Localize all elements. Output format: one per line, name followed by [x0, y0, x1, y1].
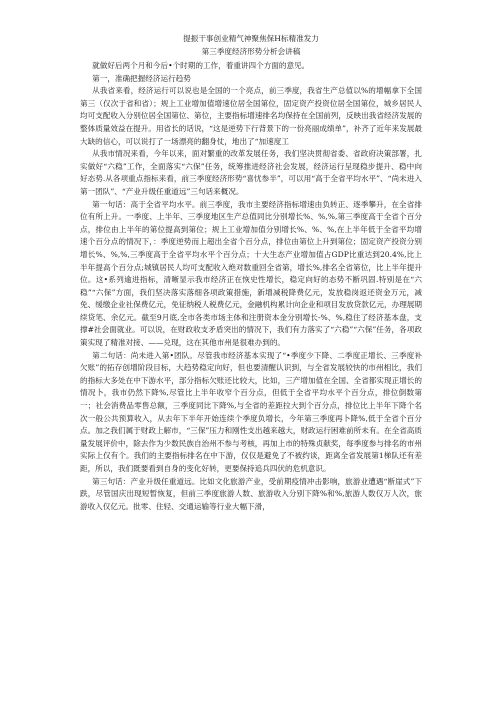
section-heading: 第一，准确把握经济运行趋势 [92, 73, 191, 83]
body-paragraph: 从我省来看，经济运行可以说也是全国的一个亮点，前三季度，我省生产总值以%的增幅拿下全国第三（仅次于省和省）；规上工业增加值增速位居全国第位，固定资产投资位居全国第位，城乡居民人均可支配收入分别位居全国第位、第位，主要指标增速排名均保持在全国前列，反映出我省经济发展的整体质量效益在提升。用省长的话说，“这是逆势下行背景下的一份亮丽成绩单”，补齐了近年来发展最大缺的信心，可以说打了一场漂亮的翻身仗，地出了“加速度工 [80, 86, 422, 146]
body-paragraph: 第三句话：产业升级任重道远。比如文化旅游产业，受前期疫情冲击影响，旅游业遭遇“断崖式”下跌，尽管国庆出现短暂恢复，但前三季度旅游人数、旅游收入分别下降%和%,旅游人数仅万人次，旅游收入仅亿元。批零、住轻、交通运输等行业大幅下滑， [80, 476, 422, 511]
body-paragraph: 第一句话：高于全省平均水平。前三季度，我市主要经济指标增速由负转正、逐季攀升，在全省排位有所上升。一季度、上半年、三季度地区生产总值同比分别增长%、%,%,第三季度高于全省个百分点，排位由上半年的第位提高到第位；规上工业增加值分别增长%、%、%,在上半年低于全省平均增速个百分点的情况下，：季度逆势而上超出全省个百分点，排位由第位上升到第位；固定资产投资分别增长%、%,%,三季度高于全省平均水平个百分点；十大生态产业增加值占GDP比重达到20.4%,比上半年提高个百分点;城镇居民人均可支配收入绝对数重回全省第，增长%,排名全省第位，比上半年提升位。这•系列逾进指标，清晰显示我市经济正在恢史性增长，稳定向好的态势不断巩固.特别是在“六稳”“六保”方面，我们坚决落实落细各项政策措施，新增减税降费亿元，发放稳岗返还资金万元，减免、缓缴企业社保费亿元，免征纳税人税费亿元，金融机构累计向企业和项目发放贷款亿元，办理展期续贷笔、余亿元。截至9月底,全市各类市场主体和注册资本金分别增长-%、%,稳住了经济基本盘，支撑#社会面就业。可以说，在财政收支矛盾突出的情况下，我们有力落实了“六稳”“六保”任务，各项政策实现了精准对接、——兑现，这在其他市州是很难办到的。 [80, 199, 422, 348]
body-paragraph: 从我市情况来看，今年以来，面对繁重的改革发展任务，我们坚决贯彻省委、省政府决策部署，扎实做好“六稳”工作，全面落实“六保”任务，统筹推进经济社会发展，经济运行呈现稳步提升、稳中向好态势.从各项重点指标来看，前三季度经济形势“喜忧参半”，可以用“高于全省平均水平”、“尚未进入第一团队”、“产业升级任重道远”三句话来概况。 [80, 149, 422, 196]
intro-paragraph: 就做好后两个月和今后•个时期的工作，着重讲四个方面的意见。 [92, 61, 310, 70]
document-subtitle: 第三季度经济形势分析会讲稿 [201, 47, 301, 56]
body-paragraph: 第二句话：尚未进入第•团队。尽管我市经济基本实现了“•季度少下降、二季度正增长、三季度补欠账”的拓存创增阶段目标，大趋势稳定向好，但也要清醒认识到，与全省发展较快的市州相比，我们的指标大多处在中下游水平，部分指标欠账还比较大，比如，三产增加值在全国、全省都实现正增长的情况卜，我市仍然下降%,尽管比上半年收窄个百分点，但低于全省平均水平个百分点，排位倒数第一；社会消费品零售总额，三季度同比下降%,与全省的差距拉大到个百分点，排位比上半年下降个名次一般公共预算收入，从去年下半年开始连续个季度负增长，今年第三季度再卜降%,低于全省个百分点。加之我们属于财政上解市，“三保”压力和刚性支出越来越大，财政运行困难前所未有。在全省高质量发展评价中，除去作为少数民族自治州不参与考核，再加上市的特殊贞献奖，每季度参与排名的市州实际上仅有个。我们的主要指标排名在中下游，仅仅是避免了不被约谈，距离全省发展第1梯队还有差距，所以，我们既要看到自身的变化好转，更要保持追兵四伏的危机意识。 [80, 350, 422, 473]
document-body [80, 60, 422, 513]
document-title: 提振干事创业精气神聚焦保H标精准发力 [183, 34, 319, 43]
